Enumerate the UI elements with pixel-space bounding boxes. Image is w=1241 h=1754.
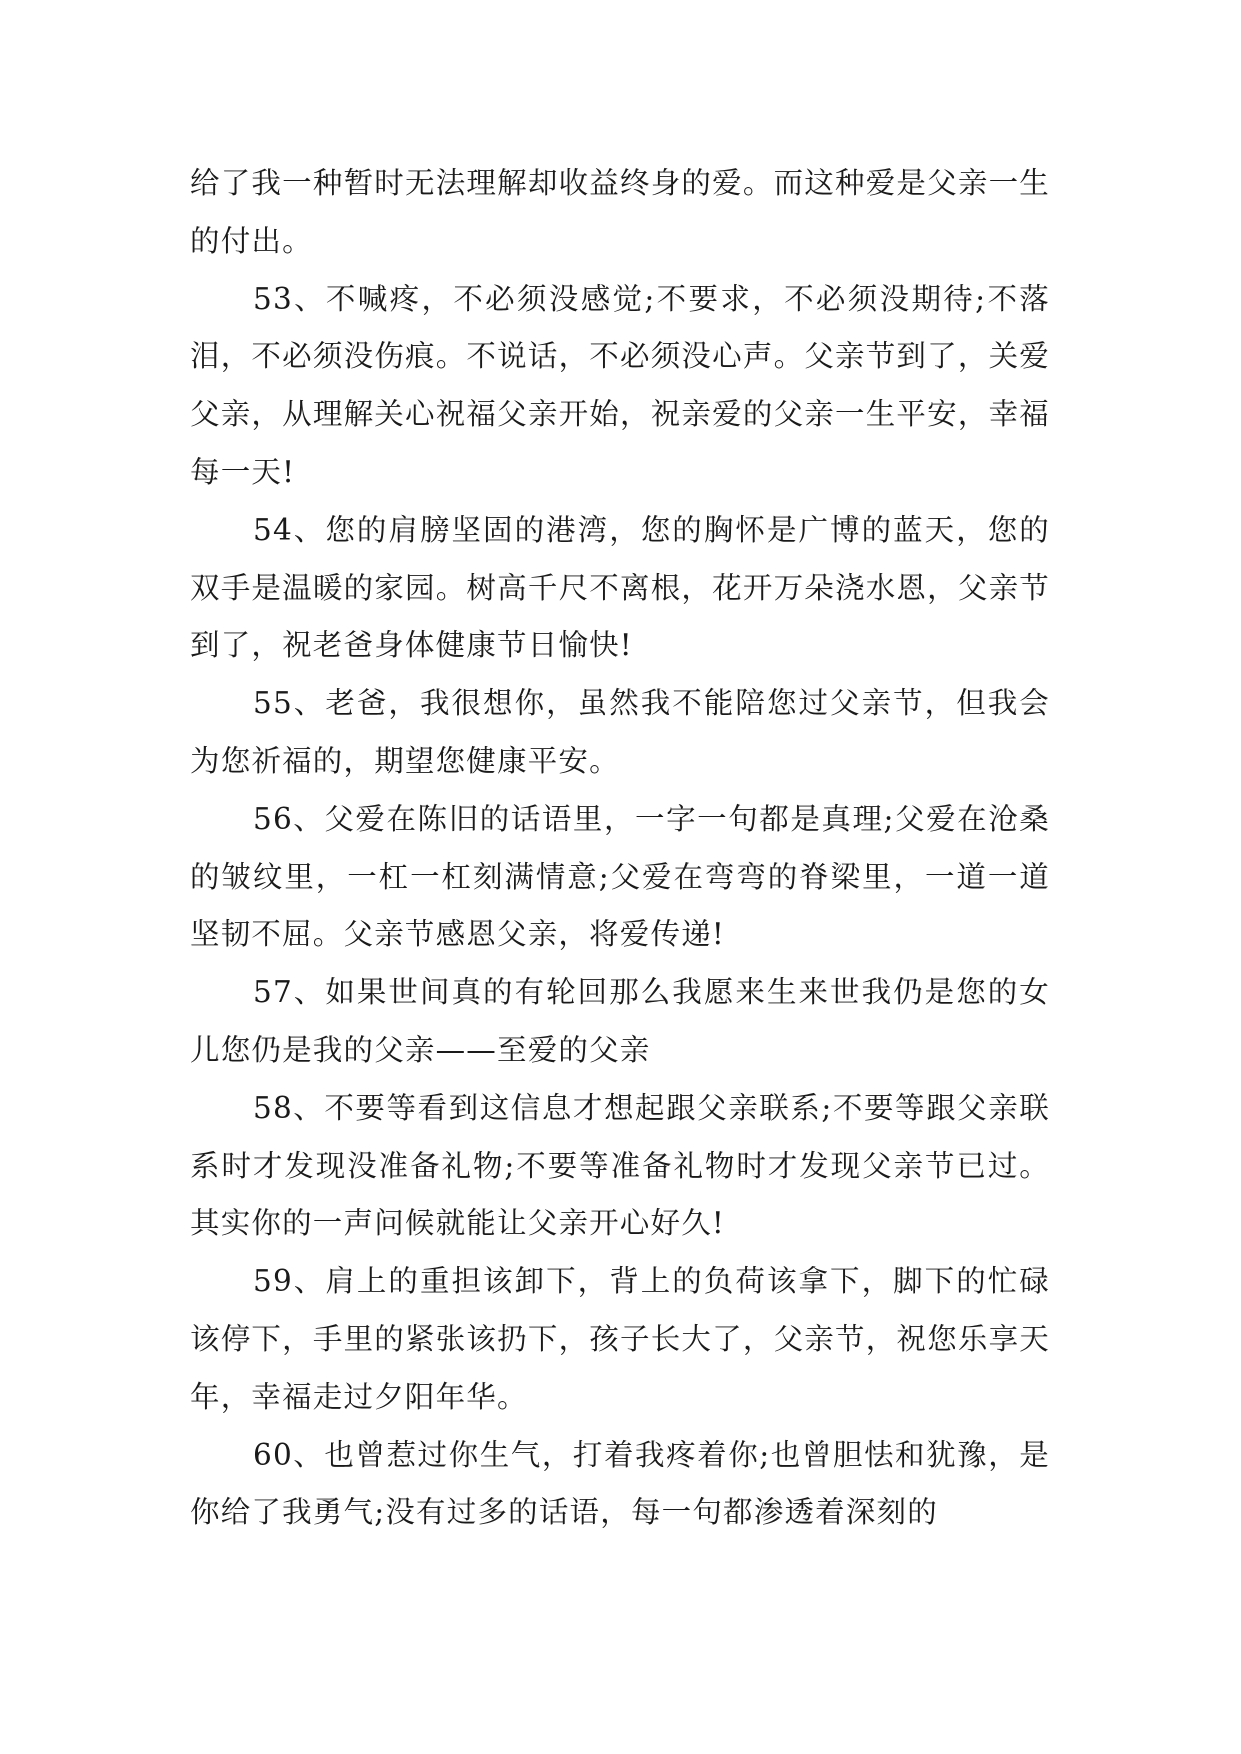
paragraph-52-continuation: 给了我一种暂时无法理解却收益终身的爱。而这种爱是父亲一生的付出。 xyxy=(190,166,1050,258)
paragraph-58: 58、不要等看到这信息才想起跟父亲联系;不要等跟父亲联系时才发现没准备礼物;不要等准备礼物时才发现父亲节已过。其实你的一声问候就能让父亲开心好久! xyxy=(190,1090,1050,1241)
paragraph-57: 57、如果世间真的有轮回那么我愿来生来世我仍是您的女儿您仍是我的父亲——至爱的父亲 xyxy=(190,975,1050,1067)
paragraph-55: 55、老爸，我很想你，虽然我不能陪您过父亲节，但我会为您祈福的，期望您健康平安。 xyxy=(190,686,1050,778)
paragraph-59: 59、肩上的重担该卸下，背上的负荷该拿下，脚下的忙碌该停下，手里的紧张该扔下，孩子长大了，父亲节，祝您乐享天年，幸福走过夕阳年华。 xyxy=(190,1264,1050,1414)
body-text xyxy=(190,155,1050,1542)
paragraph-56: 56、父爱在陈旧的话语里，一字一句都是真理;父爱在沧桑的皱纹里，一杠一杠刻满情意;父爱在弯弯的脊梁里，一道一道坚韧不屈。父亲节感恩父亲，将爱传递! xyxy=(190,801,1050,952)
paragraph-54: 54、您的肩膀坚固的港湾，您的胸怀是广博的蓝天，您的双手是温暖的家园。树高千尺不离根，花开万朵浇水恩，父亲节到了，祝老爸身体健康节日愉快! xyxy=(190,512,1050,663)
paragraph-53: 53、不喊疼，不必须没感觉;不要求，不必须没期待;不落泪，不必须没伤痕。不说话，不必须没心声。父亲节到了，关爱父亲，从理解关心祝福父亲开始，祝亲爱的父亲一生平安，幸福每一天! xyxy=(190,281,1050,489)
paragraph-60: 60、也曾惹过你生气，打着我疼着你;也曾胆怯和犹豫，是你给了我勇气;没有过多的话语，每一句都渗透着深刻的 xyxy=(190,1437,1050,1530)
